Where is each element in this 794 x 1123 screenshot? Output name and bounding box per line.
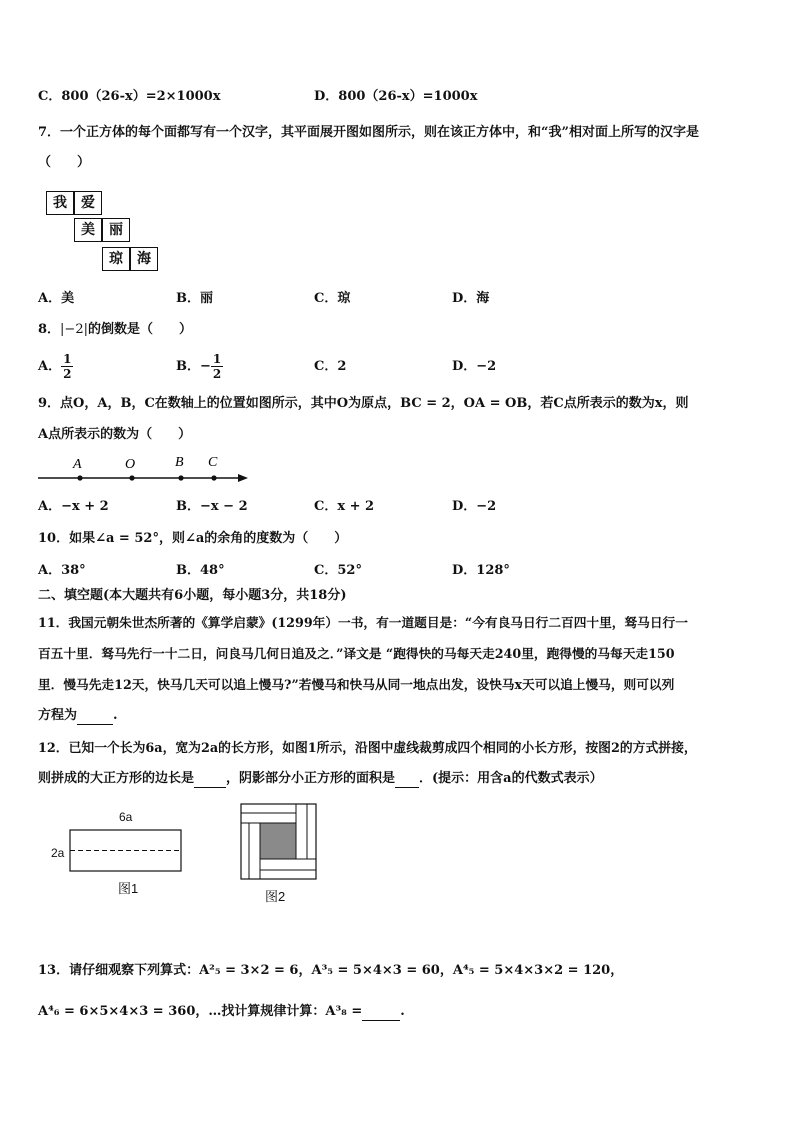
q12-side-blank[interactable]	[194, 773, 226, 788]
q8-a-denominator: 2	[63, 367, 72, 381]
q11-answer-blank[interactable]	[77, 710, 113, 725]
point-c	[211, 475, 216, 480]
q9-option-d: D．−2	[452, 499, 497, 514]
q7-paren: （ ）	[38, 155, 91, 170]
net-cell-5: 琼	[102, 247, 130, 271]
q7-option-b: B．丽	[176, 291, 213, 306]
q12-line2-c: ．(提示：用含a的代数式表示）	[419, 771, 603, 786]
q8-stem-abs: |−2|	[60, 322, 88, 337]
q11-line4	[38, 707, 118, 725]
q8-option-b-label: B．−	[176, 359, 211, 374]
net-cell-3: 美	[74, 218, 102, 242]
q12-line2-b: ，阴影部分小正方形的面积是	[226, 771, 396, 786]
q11-line2: 百五十里．驽马先行一十二日，问良马几何日追及之．”译文是 “跑得快的马每天走240里，跑得慢的马每天走150	[38, 646, 675, 661]
fig2-square	[240, 803, 318, 881]
q8-option-c: C．2	[314, 359, 347, 374]
point-a	[77, 475, 82, 480]
q12-line2	[38, 770, 603, 788]
q9-option-b: B．−x − 2	[176, 499, 248, 514]
point-b	[178, 475, 183, 480]
q7-option-c: C．琼	[314, 291, 351, 306]
label-o: O	[125, 457, 136, 472]
q10-stem: 10．如果∠a = 52°，则∠a的余角的度数为（ ）	[38, 531, 348, 546]
q13-line2-text: A⁴₆ = 6×5×4×3 = 360，…找计算规律计算：A³₈ =	[38, 1004, 363, 1019]
q8-option-a-label: A．	[38, 359, 62, 374]
q8-b-numerator: 1	[212, 352, 222, 366]
fig1-caption: 图1	[118, 881, 139, 896]
q10-option-b: B．48°	[176, 563, 225, 578]
net-cell-6: 海	[130, 247, 158, 271]
q7-cube-net	[46, 191, 166, 275]
section-2-heading: 二、填空题(本大题共有6小题，每小题3分，共18分)	[38, 588, 347, 603]
q12-line2-a: 则拼成的大正方形的边长是	[38, 771, 195, 786]
q11-line1: 11．我国元朝朱世杰所著的《算学启蒙》(1299年）一书，有一道题目是：“今有良马日行二百四十里，驽马日行一	[38, 615, 688, 630]
q7-option-d: D．海	[452, 291, 490, 306]
q13-answer-blank[interactable]	[362, 1006, 400, 1021]
q9-stem-line1: 9．点O，A，B，C在数轴上的位置如图所示，其中O为原点，BC = 2，OA = OB，若C点所表示的数为x，则	[38, 396, 689, 411]
q8-stem	[38, 321, 192, 339]
q9-option-a: A．−x + 2	[38, 499, 109, 514]
q8-stem-rest: 的倒数是（ ）	[87, 322, 192, 337]
q11-line4-text: 方程为	[38, 708, 78, 723]
net-cell-1: 我	[46, 191, 74, 215]
q11-line4-end: .	[113, 708, 118, 723]
q7-stem: 7．一个正方体的每个面都写有一个汉字，其平面展开图如图所示，则在该正方体中，和“我”相对面上所写的汉字是	[38, 125, 700, 140]
q12-line1: 12．已知一个长为6a，宽为2a的长方形，如图1所示，沿图中虚线裁剪成四个相同的小长方形，按图2的方式拼接，	[38, 741, 697, 756]
q8-option-b	[176, 350, 223, 384]
q12-area-blank[interactable]	[395, 773, 419, 788]
q9-stem-line2: A点所表示的数为（ ）	[38, 427, 192, 442]
fig1-top-label: 6a	[119, 810, 133, 824]
q9-number-line	[36, 452, 256, 488]
q8-option-b-fraction	[211, 352, 223, 381]
q6-option-d: D．800（26-x）=1000x	[314, 89, 478, 104]
q13-line2-end: .	[400, 1004, 405, 1019]
q8-option-a	[38, 350, 73, 384]
fig1-left-label: 2a	[51, 846, 65, 860]
label-a: A	[73, 457, 82, 472]
q8-option-a-fraction	[61, 352, 73, 381]
q11-line3: 里．慢马先走12天，快马几天可以追上慢马?”若慢马和快马从同一地点出发，设快马x天可以追上慢马，则可以列	[38, 677, 675, 692]
fig2-caption: 图2	[265, 889, 286, 904]
q8-option-d: D．−2	[452, 359, 497, 374]
net-cell-2: 爱	[74, 191, 102, 215]
number-line-arrow	[238, 474, 248, 482]
net-cell-4: 丽	[102, 218, 130, 242]
fig2-shaded-square	[260, 823, 296, 859]
q10-option-d: D．128°	[452, 563, 510, 578]
point-o	[129, 475, 134, 480]
q7-option-a: A．美	[38, 291, 75, 306]
q13-line1: 13．请仔细观察下列算式：A²₅ = 3×2 = 6，A³₅ = 5×4×3 = 60，A⁴₅ = 5×4×3×2 = 120，	[38, 963, 624, 978]
q10-option-c: C．52°	[314, 563, 362, 578]
q8-a-numerator: 1	[63, 352, 72, 366]
q13-line2	[38, 1003, 405, 1021]
label-b: B	[175, 455, 184, 470]
label-c: C	[208, 455, 218, 470]
q8-stem-num: 8．	[38, 322, 61, 337]
q6-option-c: C．800（26-x）=2×1000x	[38, 89, 221, 104]
q8-b-denominator: 2	[212, 367, 222, 381]
fig1-rectangle	[69, 829, 183, 873]
q10-option-a: A．38°	[38, 563, 86, 578]
q9-option-c: C．x + 2	[314, 499, 375, 514]
